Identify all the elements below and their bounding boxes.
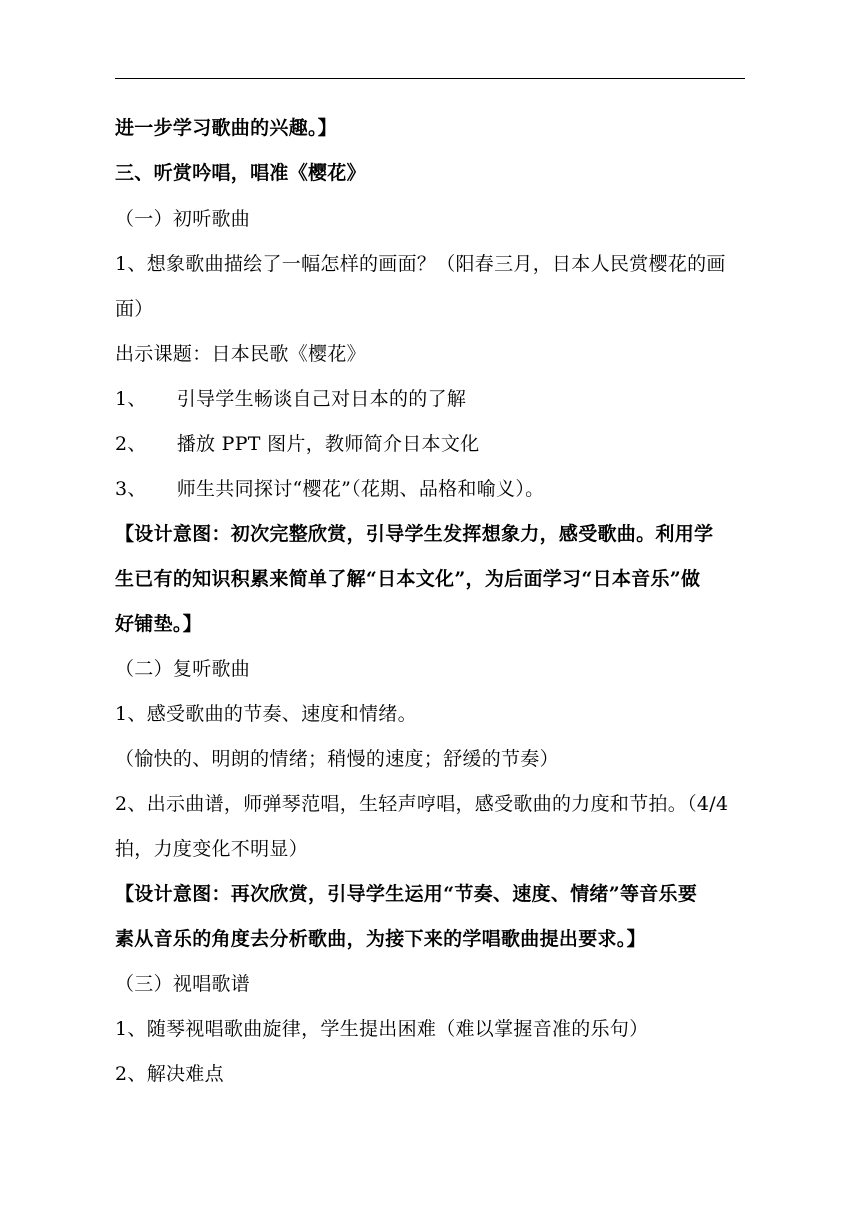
- numbered-item: [115, 387, 755, 411]
- item-text: 师生共同探讨“樱花”（花期、品格和喻义）。: [176, 478, 545, 500]
- text-line: （愉快的、明朗的情绪；稍慢的速度；舒缓的节奏）: [115, 748, 559, 770]
- design-intent-note: 【设计意图：再次欣赏，引导学生运用“节奏、速度、情绪”等音乐要: [115, 883, 698, 905]
- item-number: 2、: [115, 433, 147, 455]
- item-number: 1、: [115, 388, 147, 410]
- numbered-item: [115, 477, 755, 501]
- subsection-heading: （三）视唱歌谱: [115, 973, 251, 995]
- section-heading: 三、听赏吟唱，唱准《樱花》: [115, 162, 366, 184]
- subsection-heading: （二）复听歌曲: [115, 658, 251, 680]
- design-intent-note: 【设计意图：初次完整欣赏，引导学生发挥想象力，感受歌曲。利用学: [115, 523, 714, 545]
- item-number: 3、: [115, 478, 147, 500]
- design-intent-note: 好铺垫。】: [115, 613, 203, 635]
- text-line: 出示课题：日本民歌《樱花》: [115, 343, 366, 365]
- text-line: 1、感受歌曲的节奏、速度和情绪。: [115, 703, 417, 725]
- subsection-heading: （一）初听歌曲: [115, 208, 251, 230]
- text-line: 1、随琴视唱歌曲旋律，学生提出困难（难以掌握音准的乐句）: [115, 1018, 649, 1040]
- text-line: 2、出示曲谱，师弹琴范唱，生轻声哼唱，感受歌曲的力度和节拍。（4/4: [115, 793, 729, 815]
- design-intent-note: 生已有的知识积累来简单了解“日本文化”，为后面学习“日本音乐”做: [115, 568, 701, 590]
- text-line: 面）: [115, 298, 154, 320]
- text-line: 1、想象歌曲描绘了一幅怎样的画面？（阳春三月，日本人民赏樱花的画: [115, 253, 726, 275]
- text-line: 2、解决难点: [115, 1063, 224, 1085]
- text-line: 拍，力度变化不明显）: [115, 838, 309, 860]
- item-text: 播放 PPT 图片，教师简介日本文化: [176, 433, 480, 455]
- numbered-item: [115, 432, 755, 456]
- design-intent-note: 素从音乐的角度去分析歌曲，为接下来的学唱歌曲提出要求。】: [115, 928, 646, 950]
- item-text: 引导学生畅谈自己对日本的的了解: [176, 388, 467, 410]
- header-rule: [115, 78, 745, 79]
- text-line: 进一步学习歌曲的兴趣。】: [115, 117, 338, 139]
